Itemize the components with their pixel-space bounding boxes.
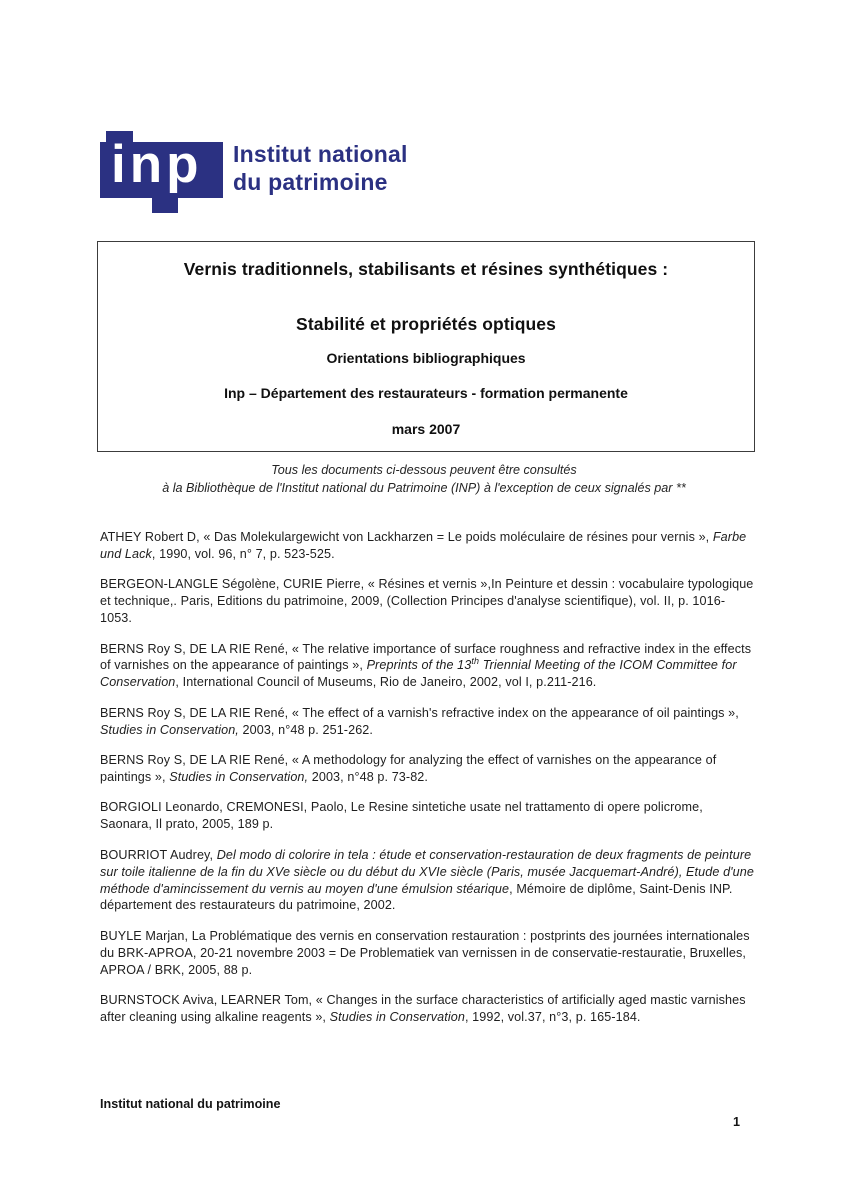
consultation-note-line2: à la Bibliothèque de l'Institut national du Patrimoine (INP) à l'exception de ceux signalés par ** [162,480,686,495]
inp-logo-shape-bottom-tab [152,196,178,213]
bibliography-entry: BERNS Roy S, DE LA RIE René, « The relative importance of surface roughness and refractive index in the effects of varnishes on the appearance of paintings », Preprints of the 13th Triennial Meeting of the ICOM Committee for Conservation, International Council of Museums, Rio de Janeiro, 2002, vol I, p.211-216. [100,641,752,690]
bibliography-entry: BERNS Roy S, DE LA RIE René, « The effect of a varnish's refractive index on the appearance of oil paintings », Studies in Conservation, 2003, n°48 p. 251-262. [100,705,739,737]
consultation-note-line1: Tous les documents ci-dessous peuvent être consultés [271,463,577,477]
document-title-line1: Vernis traditionnels, stabilisants et résines synthétiques : [183,259,669,279]
document-subtitle: Orientations bibliographiques [326,350,526,366]
page-number: 1 [733,1115,741,1129]
bibliography-entry: BUYLE Marjan, La Problématique des vernis en conservation restauration : postprints des journées internationales du BRK-APROA, 20-21 novembre 2003 = De Problematiek van vernissen in de conservatie-restauratie, Bruxelles, APROA / BRK, 2005, 88 p. [100,928,750,977]
bibliography-entry: BORGIOLI Leonardo, CREMONESI, Paolo, Le Resine sintetiche usate nel trattamento di opere policrome, Saonara, Il prato, 2005, 189 p. [100,800,703,832]
org-name-line1: Institut national [233,141,408,167]
bibliography-entry: BERGEON-LANGLE Ségolène, CURIE Pierre, « Résines et vernis »,In Peinture et dessin : vocabulaire typologique et technique,. Paris, Editions du patrimoine, 2009, (Collection Principes d'analyse scientifique), vol. II, p. 1016-1053. [100,577,754,626]
bibliography-entry: BURNSTOCK Aviva, LEARNER Tom, « Changes in the surface characteristics of artificially aged mastic varnishes after cleaning using alkaline reagents », Studies in Conservation, 1992, vol.37, n°3, p. 165-184. [100,993,746,1024]
inp-logo-text: inp [111,135,203,194]
bibliography-entry: BERNS Roy S, DE LA RIE René, « A methodology for analyzing the effect of varnishes on the appearance of paintings », Studies in Conservation, 2003, n°48 p. 73-82. [100,753,717,784]
bibliography-entry: BOURRIOT Audrey, Del modo di colorire in tela : étude et conservation-restauration de deux fragments de peinture sur toile italienne de la fin du XVe siècle ou du début du XVIe siècle (Paris, musée Jacquemart-André), Etude d'une méthode d'amincissement du vernis au moyen d'une émulsion stéarique, Mémoire de diplôme, Saint-Denis INP. département des restaurateurs du patrimoine, 2002. [100,847,754,913]
inp-logo [100,131,224,215]
org-name [233,140,408,196]
consultation-note [0,462,848,497]
document-department: Inp – Département des restaurateurs - formation permanente [224,385,628,401]
title-box [97,241,755,452]
document-title-line2: Stabilité et propriétés optiques [296,314,556,334]
footer-org-name: Institut national du patrimoine [100,1097,281,1111]
org-name-line2: du patrimoine [233,169,388,195]
document-date: mars 2007 [391,421,461,437]
bibliography-entry: ATHEY Robert D, « Das Molekulargewicht von Lackharzen = Le poids moléculaire de résines pour vernis », Farbe und Lack, 1990, vol. 96, n° 7, p. 523-525. [100,530,747,561]
bibliography-list [100,529,755,1039]
